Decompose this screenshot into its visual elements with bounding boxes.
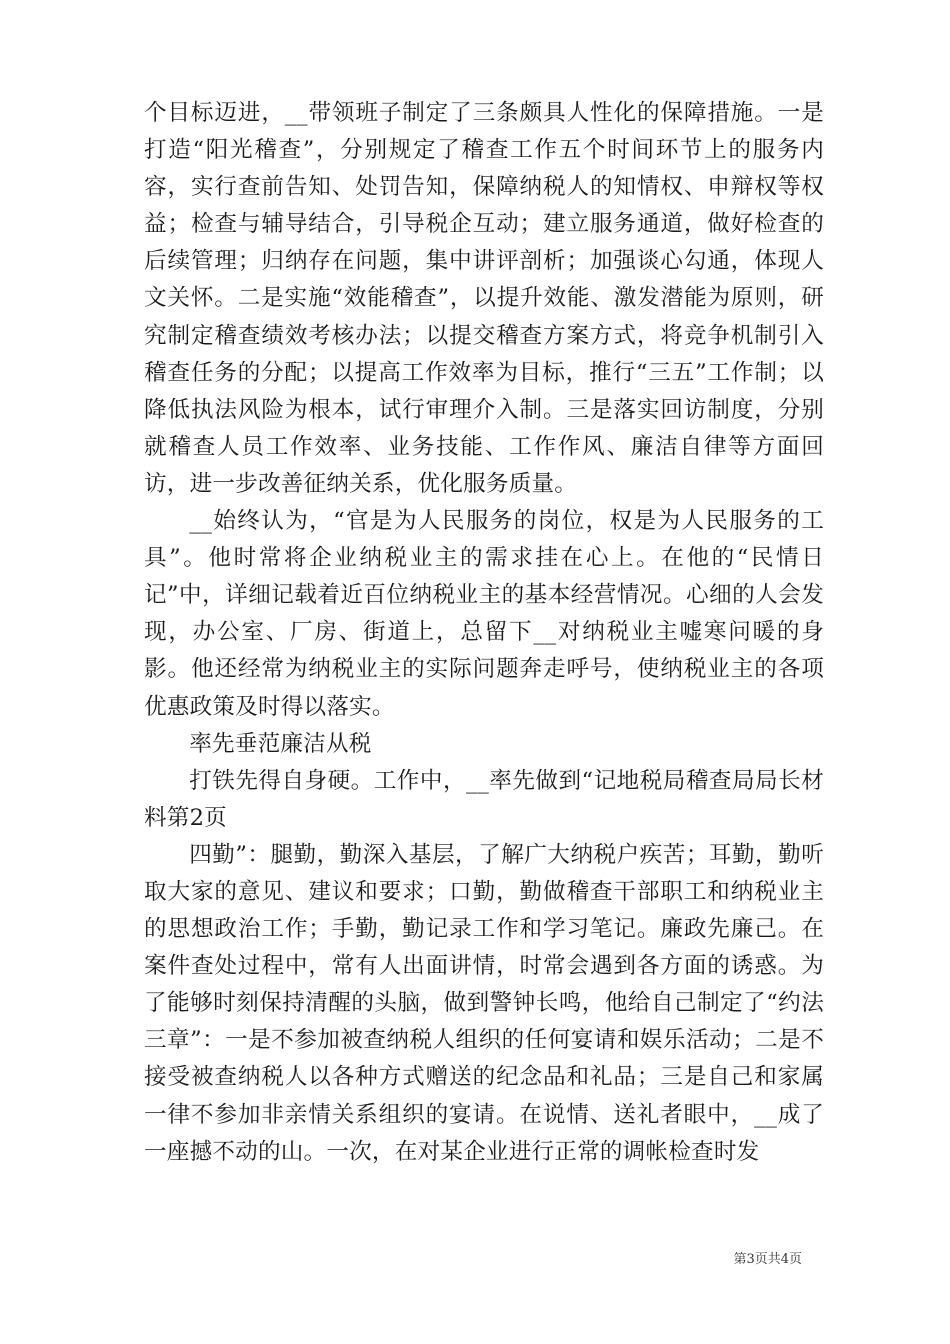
paragraph-measures: 个目标迈进，__带领班子制定了三条颇具人性化的保障措施。一是打造“阳光稽查”，分别规定了稽查工作五个时间环节上的服务内容，实行查前告知、处罚告知，保障纳税人的知情权、申辩权等权益；检查与辅导结合，引导税企互动；建立服务通道，做好检查的后续管理；归纳存在问题，集中讲评剖析；加强谈心勾通，体现人文关怀。二是实施“效能稽查”，以提升效能、激发潜能为原则，研究制定稽查绩效考核办法；以提交稽查方案方式，将竞争机制引入稽查任务的分配；以提高工作效率为目标，推行“三五”工作制；以降低执法风险为根本，试行审理介入制。三是落实回访制度，分别就稽查人员工作效率、业务技能、工作作风、廉洁自律等方面回访，进一步改善征纳关系，优化服务质量。 — [144, 100, 824, 497]
page-number-footer: 第3页共4页 — [733, 1252, 802, 1267]
paragraph-four-diligence: 四勤”：腿勤，勤深入基层，了解广大纳税户疾苦；耳勤，勤听取大家的意见、建议和要求；口勤，勤做稽查干部职工和纳税业主的思想政治工作；手勤，勤记录工作和学习笔记。廉政先廉己。在案件查处过程中，常有人出面讲情，时常会遇到各方面的诱惑。为了能够时刻保持清醒的头脑，做到警钟长鸣，他给自己制定了“约法三章”：一是不参加被查纳税人组织的任何宴请和娱乐活动；二是不接受被查纳税人以各种方式赠送的纪念品和礼品；三是自己和家属一律不参加非亲情关系组织的宴请。在说情、送礼者眼中，__成了一座撼不动的山。一次，在对某企业进行正常的调帐检查时发 — [144, 841, 824, 1165]
paragraph-self-discipline: 打铁先得自身硬。工作中，__率先做到“记地税局稽查局局长材料第2页 — [144, 767, 824, 831]
document-body — [144, 95, 824, 1171]
paragraph-service: __始终认为，“官是为人民服务的岗位，权是为人民服务的工具”。他时常将企业纳税业主的需求挂在心上。在他的“民情日记”中，详细记载着近百位纳税业主的基本经营情况。心细的人会发现，办公室、厂房、街道上，总留下__对纳税业主嘘寒问暖的身影。他还经常为纳税业主的实际问题奔走呼号，使纳税业主的各项优惠政策及时得以落实。 — [144, 508, 824, 720]
section-heading: 率先垂范廉洁从税 — [189, 730, 372, 757]
